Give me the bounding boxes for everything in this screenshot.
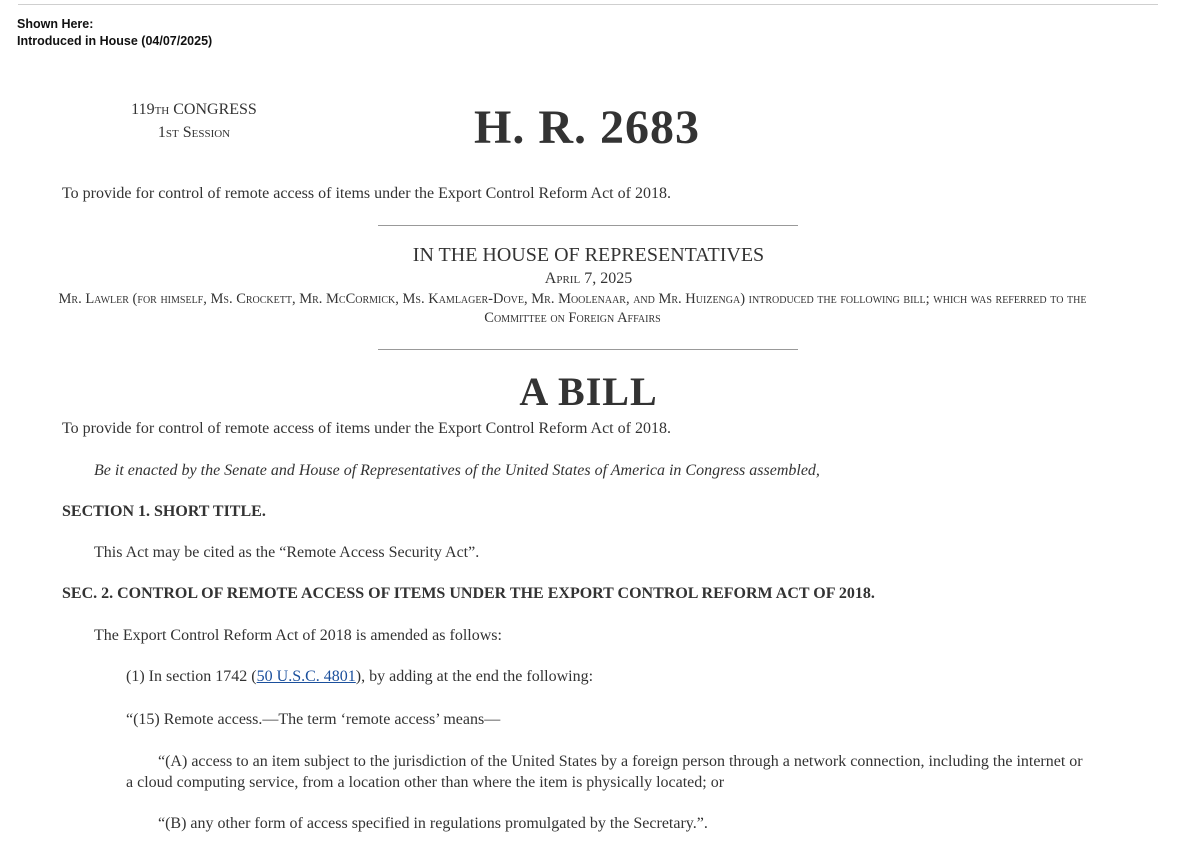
congress-session-block — [94, 99, 294, 145]
definition-15: “(15) Remote access.—The term ‘remote access’ means— — [126, 711, 501, 728]
session-line: 1ST Session — [157, 124, 231, 141]
enacting-clause: Be it enacted by the Senate and House of Representatives of the United States of America in Congress assembled, — [94, 462, 820, 479]
paragraph-1: (1) In section 1742 (50 U.S.C. 4801), by adding at the end the following: — [126, 668, 594, 685]
definition-15-a: “(A) access to an item subject to the jurisdiction of the United States by a foreign person through a network connection, including the internet or a cloud computing service, from a location other than where the item is physically located; or — [126, 753, 1083, 791]
congress-line: 119TH CONGRESS — [131, 101, 257, 118]
section-1-text: This Act may be cited as the “Remote Access Security Act”. — [94, 544, 480, 561]
definition-15-b: “(B) any other form of access specified in regulations promulgated by the Secretary.”. — [158, 815, 708, 832]
divider-upper — [378, 225, 798, 226]
section-1-heading: SECTION 1. SHORT TITLE. — [62, 503, 266, 520]
bill-number: H. R. 2683 — [474, 101, 700, 154]
usc-citation-link[interactable]: 50 U.S.C. 4801 — [256, 668, 356, 685]
short-description: To provide for control of remote access of items under the Export Control Reform Act of 2018. — [62, 185, 671, 202]
introduced-date: April 7, 2025 — [544, 270, 633, 287]
version-label: Introduced in House (04/07/2025) — [17, 34, 213, 48]
divider-lower — [378, 349, 798, 350]
shown-here-label: Shown Here: — [17, 17, 94, 31]
sponsors-statement — [30, 290, 1115, 328]
chamber-heading: IN THE HOUSE OF REPRESENTATIVES — [412, 244, 765, 266]
a-bill-heading: A BILL — [519, 369, 658, 414]
sponsors-text: Mr. Lawler (for himself, Ms. Crockett, Mr. McCormick, Ms. Kamlager-Dove, Mr. Moolenaar, and Mr. Huizenga) introduced the following bill; which was referred to the Committee on Foreign Affairs — [58, 291, 1087, 326]
top-divider — [18, 4, 1158, 5]
section-2-intro: The Export Control Reform Act of 2018 is amended as follows: — [94, 627, 502, 644]
section-2-heading: SEC. 2. CONTROL OF REMOTE ACCESS OF ITEMS UNDER THE EXPORT CONTROL REFORM ACT OF 2018. — [62, 585, 875, 602]
version-info — [17, 16, 212, 50]
long-title: To provide for control of remote access of items under the Export Control Reform Act of 2018. — [62, 420, 671, 437]
